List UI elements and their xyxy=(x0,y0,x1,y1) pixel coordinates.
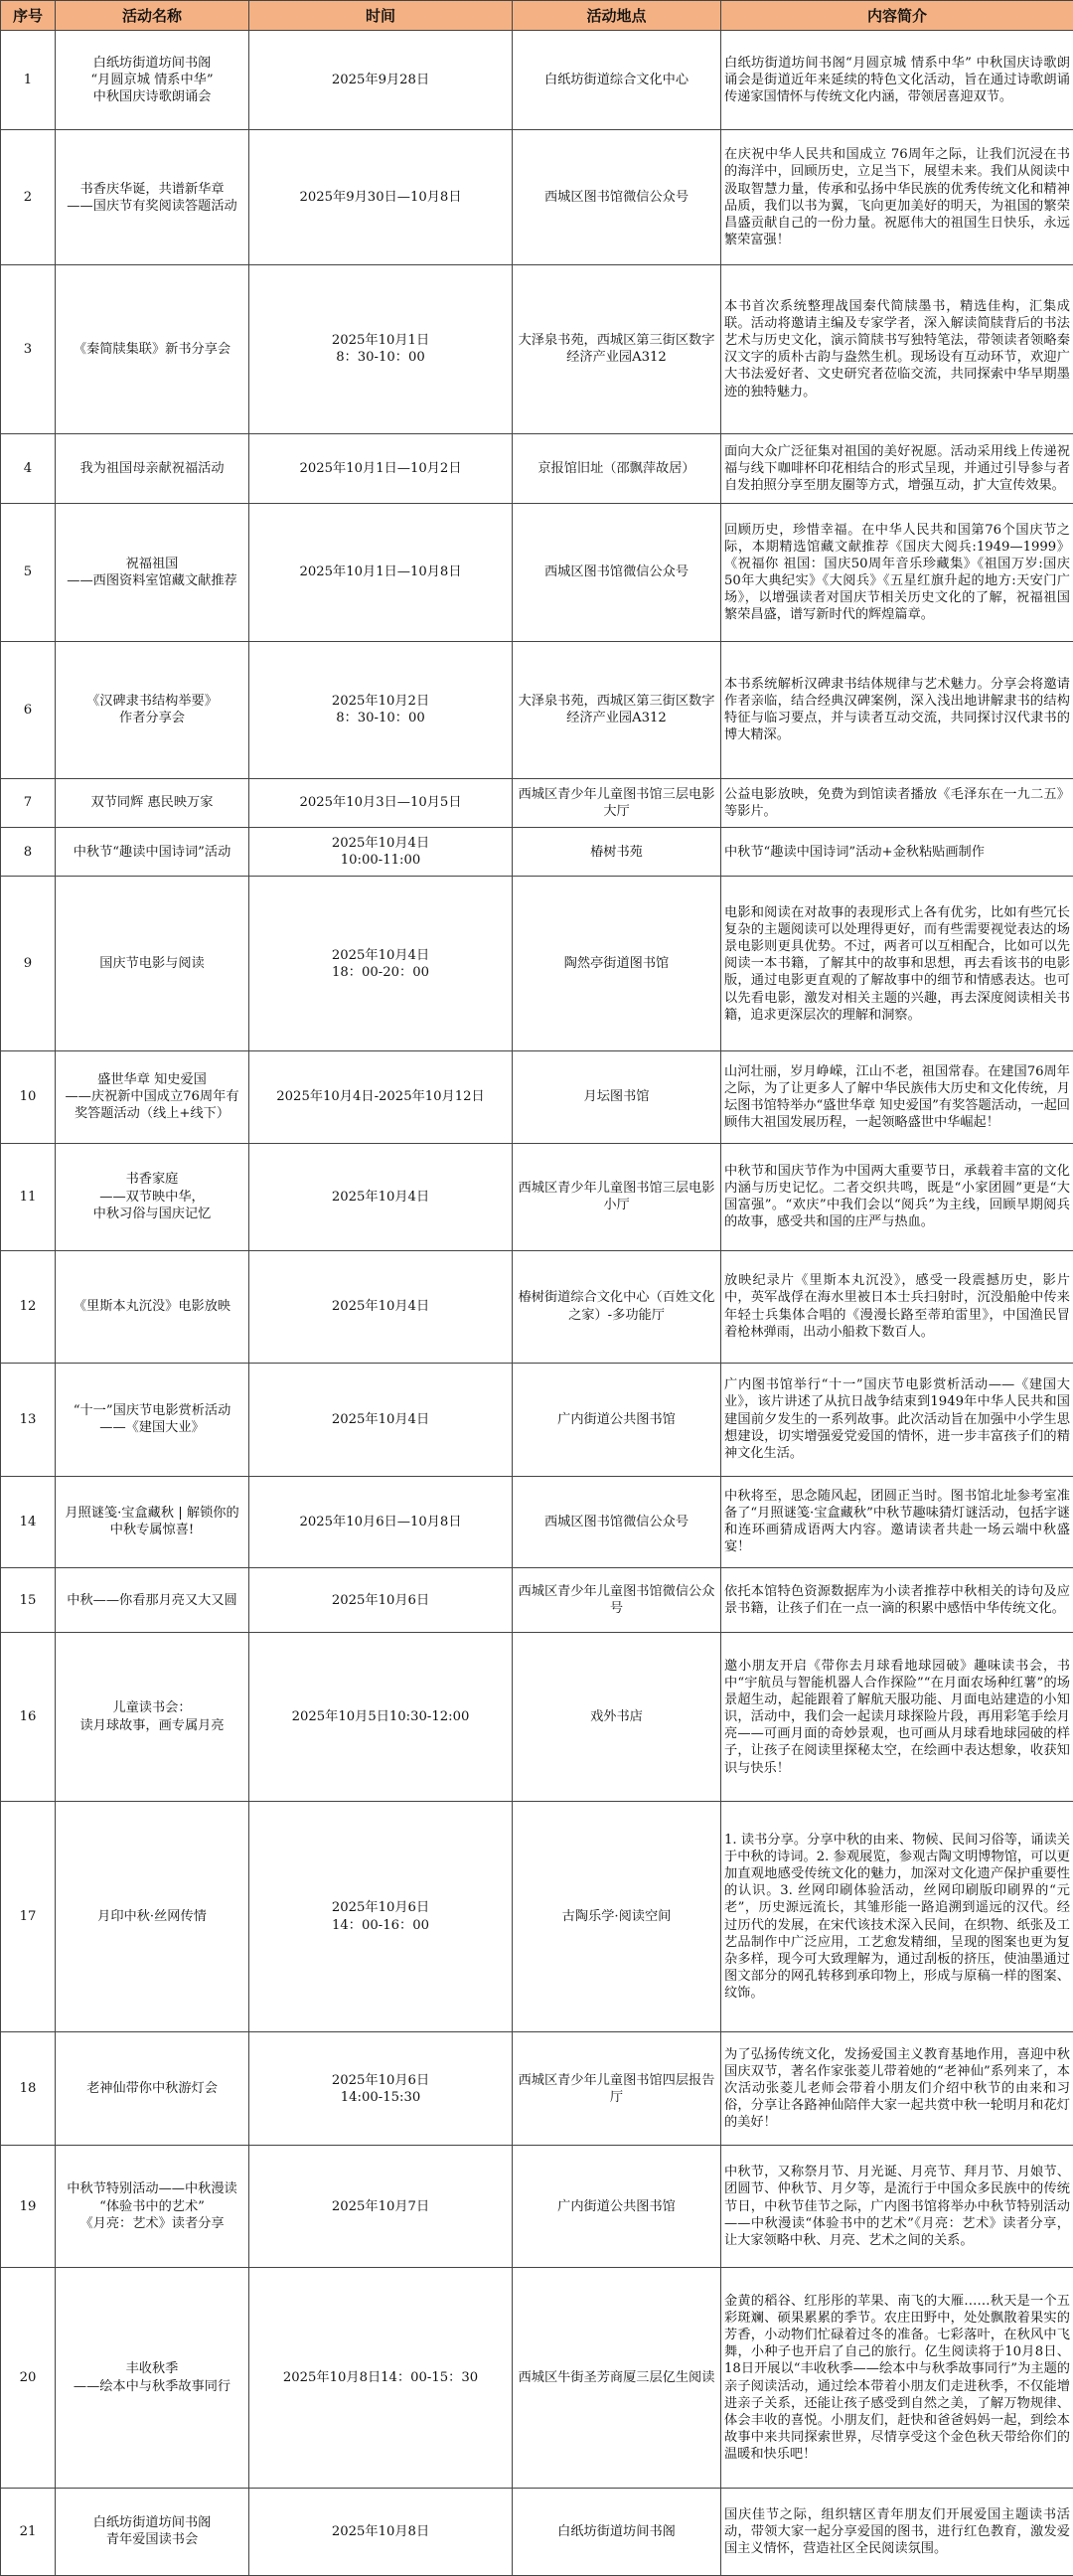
activity-name-line: 书香庆华诞，共谱新华章 xyxy=(79,181,225,197)
activity-name-line: 青年爱国读书会 xyxy=(105,2532,199,2548)
activity-location: 广内街道公共图书馆 xyxy=(513,2146,721,2268)
row-number: 20 xyxy=(1,2268,56,2489)
activity-time-line: 18：00-20：00 xyxy=(332,964,429,980)
activity-name xyxy=(56,1143,249,1250)
row-number: 7 xyxy=(1,778,56,827)
activity-location: 白纸坊街道综合文化中心 xyxy=(513,31,721,130)
activity-name xyxy=(56,2146,249,2268)
activity-description: 白纸坊街道坊间书阁“月圆京城 情系中华” 中秋国庆诗歌朗诵会是街道近年来延续的特色文化活动，旨在通过诗歌朗诵传递家国情怀与传统文化内涵，带领居喜迎双节。 xyxy=(721,31,1073,130)
activity-name xyxy=(56,2032,249,2146)
activity-time-line: 2025年10月1日—10月2日 xyxy=(299,460,462,476)
activity-description: 公益电影放映，免费为到馆读者播放《毛泽东在一九二五》等影片。 xyxy=(721,778,1073,827)
activity-name-line: 作者分享会 xyxy=(119,711,185,726)
activity-time-line: 2025年10月4日 xyxy=(331,1411,430,1427)
activity-location: 京报馆旧址（邵飘萍故居） xyxy=(513,433,721,504)
activity-name-line: 我为祖国母亲献祝福活动 xyxy=(79,460,225,476)
activity-time xyxy=(249,130,513,265)
row-number: 19 xyxy=(1,2146,56,2268)
activity-name-line: 《月亮：艺术》读者分享 xyxy=(79,2215,225,2231)
table-row xyxy=(1,641,1073,778)
activity-location: 古陶乐学·阅读空间 xyxy=(513,1801,721,2031)
activity-name xyxy=(56,877,249,1051)
activity-description: 金黄的稻谷、红彤彤的苹果、南飞的大雁……秋天是一个五彩斑斓、硕果累累的季节。农庄田野中，处处飘散着果实的芳香，小动物们忙碌着过冬的准备。七彩落叶，在秋风中飞舞，小种子也开启了自己的旅行。亿生阅读将于10月8日、18日开展以“丰收秋季——绘本中与秋季故事同行”为主题的亲子阅读活动，通过绘本带着小朋友们走进秋季，不仅能增进亲子关系，还能让孩子感受到自然之美，了解万物规律、体会丰收的喜悦。小朋友们，赶快和爸爸妈妈一起，到绘本故事中来共同探索世界，尽情享受这个金色秋天带给你们的温暖和快乐吧！ xyxy=(721,2268,1073,2489)
activity-time-line: 2025年10月4日 xyxy=(331,1299,430,1315)
row-number: 6 xyxy=(1,641,56,778)
table-row xyxy=(1,2488,1073,2575)
header-location: 活动地点 xyxy=(513,1,721,31)
activity-description: 放映纪录片《里斯本丸沉没》，感受一段震撼历史，影片中，英军战俘在海水里被日本士兵扫射时，沉没船舱中传来年轻士兵集体合唱的《漫漫长路至蒂珀雷里》，中国渔民冒着枪林弹雨，出动小船救下数百人。 xyxy=(721,1250,1073,1363)
activity-location: 椿树街道综合文化中心（百姓文化之家）-多功能厅 xyxy=(513,1250,721,1363)
activity-name xyxy=(56,264,249,433)
activity-location: 广内街道公共图书馆 xyxy=(513,1363,721,1476)
activity-name-line: 《汉碑隶书结构举要》 xyxy=(86,693,218,709)
header-desc: 内容简介 xyxy=(721,1,1073,31)
header-time: 时间 xyxy=(249,1,513,31)
activity-description: 在庆祝中华人民共和国成立 76周年之际，让我们沉浸在书的海洋中，回顾历史，立足当下，展望未来。我们从阅读中汲取智慧力量，传承和弘扬中华民族的优秀传统文化和精神品质，我们以书为翼，飞向更加美好的明天，为祖国的繁荣昌盛贡献自己的一份力量。祝愿伟大的祖国生日快乐，永远繁荣富强！ xyxy=(721,130,1073,265)
activity-time-line: 2025年10月1日—10月8日 xyxy=(299,564,462,580)
activity-location: 戏外书店 xyxy=(513,1633,721,1802)
activity-time-line: 8：30-10：00 xyxy=(336,711,425,726)
activity-description: 中秋节和国庆节作为中国两大重要节日，承载着丰富的文化内涵与历史记忆。二者交织共鸣，既是“小家团圆”更是“大国富强”。“欢庆”中我们会以“阅兵”为主线，回顾早期阅兵的故事，感受共和国的庄严与热血。 xyxy=(721,1143,1073,1250)
activity-name-line: 中秋节特别活动——中秋漫读 xyxy=(67,2181,237,2197)
activity-time xyxy=(249,1801,513,2031)
activity-name xyxy=(56,778,249,827)
table-row xyxy=(1,2146,1073,2268)
table-row xyxy=(1,1143,1073,1250)
activity-name xyxy=(56,504,249,641)
activity-name-line: 白纸坊街道坊间书阁 xyxy=(92,55,212,71)
activity-time-line: 2025年10月6日—10月8日 xyxy=(299,1514,462,1530)
activity-description: 国庆佳节之际，组织辖区青年朋友们开展爱国主题读书活动，带领大家一起分享爱国的图书，进行红色教育，激发爱国主义情怀，营造社区全民阅读氛围。 xyxy=(721,2488,1073,2575)
activity-name-line: 中秋习俗与国庆记忆 xyxy=(92,1206,212,1221)
table-row xyxy=(1,1568,1073,1633)
activity-location: 大泽泉书苑，西城区第三街区数字经济产业园A312 xyxy=(513,641,721,778)
activity-time-line: 10:00-11:00 xyxy=(340,853,421,869)
activity-description: 中秋将至，思念随风起，团圆正当时。图书馆北址参考室准备了“月照谜笺·宝盒藏秋”中秋节趣味猜灯谜活动，包括字谜和连环画猜成语两大内容。邀请读者共赴一场云端中秋盛宴！ xyxy=(721,1476,1073,1567)
row-number: 18 xyxy=(1,2032,56,2146)
activity-time xyxy=(249,828,513,877)
activity-time-line: 2025年10月6日 xyxy=(331,2072,430,2088)
activity-time xyxy=(249,264,513,433)
table-row xyxy=(1,2268,1073,2489)
table-row xyxy=(1,1633,1073,1802)
activity-name xyxy=(56,1568,249,1633)
activity-description: 中秋节，又称祭月节、月光诞、月亮节、拜月节、月娘节、团圆节、仲秋节、月夕等，是流行于中国众多民族中的传统节日，中秋节佳节之际，广内图书馆将举办中秋节特别活动——中秋漫读“体验书中的艺术”《月亮：艺术》读者分享，让大家领略中秋、月亮、艺术之间的关系。 xyxy=(721,2146,1073,2268)
activity-time xyxy=(249,2146,513,2268)
activity-time-line: 2025年10月6日 xyxy=(331,1592,430,1608)
activity-time xyxy=(249,1633,513,1802)
activity-name-line: 双节同辉 惠民映万家 xyxy=(90,795,214,811)
activity-description: 回顾历史，珍惜幸福。在中华人民共和国第76个国庆节之际，本期精选馆藏文献推荐《国庆大阅兵:1949—1999》《祝福你 祖国：国庆50周年音乐珍藏集》《祖国万岁:国庆50年大典纪实》《大阅兵》《五星红旗升起的地方:天安门广场》，以增强读者对国庆节相关历史文化的了解，祝福祖国繁荣昌盛，谱写新时代的辉煌篇章。 xyxy=(721,504,1073,641)
row-number: 21 xyxy=(1,2488,56,2575)
activity-description: 面向大众广泛征集对祖国的美好祝愿。活动采用线上传递祝福与线下咖啡杯印花相结合的形式呈现，并通过引导参与者自发拍照分享至朋友圈等方式，增强互动，扩大宣传效果。 xyxy=(721,433,1073,504)
activity-time xyxy=(249,877,513,1051)
activity-time-line: 2025年10月4日 xyxy=(331,1189,430,1205)
table-row xyxy=(1,1801,1073,2031)
activity-location: 西城区青少年儿童图书馆三层电影小厅 xyxy=(513,1143,721,1250)
activity-time xyxy=(249,1250,513,1363)
activity-location: 西城区青少年儿童图书馆四层报告厅 xyxy=(513,2032,721,2146)
table-row xyxy=(1,504,1073,641)
table-row xyxy=(1,433,1073,504)
activity-time xyxy=(249,641,513,778)
activity-name-line: 老神仙带你中秋游灯会 xyxy=(86,2081,218,2097)
activity-description: 电影和阅读在对故事的表现形式上各有优劣，比如有些冗长复杂的主题阅读可以处理得更好，而有些需要视觉表达的场景电影则更具优势。不过，两者可以互相配合，比如可以先阅读一本书籍，了解其中的故事和思想，再去看该书的电影版，通过电影更直观的了解故事中的细节和情感表达。也可以先看电影，激发对相关主题的兴趣，再去深度阅读相关书籍，追求更深层次的理解和洞察。 xyxy=(721,877,1073,1051)
activity-time-line: 2025年10月6日 xyxy=(331,1900,430,1916)
header-row xyxy=(1,1,1073,31)
row-number: 16 xyxy=(1,1633,56,1802)
activity-name xyxy=(56,1633,249,1802)
row-number: 11 xyxy=(1,1143,56,1250)
activity-description: 1. 读书分享。分享中秋的由来、物候、民间习俗等，诵读关于中秋的诗词。2. 参观展览，参观古陶文明博物馆，可以更加直观地感受传统文化的魅力，加深对文化遗产保护重要性的认识。3. 丝网印刷体验活动，丝网印刷版印刷界的“元老”，历史源远流长，其雏形能一路追溯到遥远的汉代。经过历代的发展，在宋代该技术深入民间，在织物、纸张及工艺品制作中广泛应用，工艺愈发精细，呈现的图案也更为复杂多样，现今可大致理解为，通过刮板的挤压，使油墨通过图文部分的网孔转移到承印物上，形成与原稿一样的图案、纹饰。 xyxy=(721,1801,1073,2031)
activity-name-line: ——《建国大业》 xyxy=(99,1420,205,1436)
activity-description: 本书首次系统整理战国秦代简牍墨书，精选佳构，汇集成联。活动将邀请主编及专家学者，深入解读简牍背后的书法艺术与历史文化，演示简牍书写独特笔法，带领读者领略秦汉文字的质朴古韵与盎然生机。现场设有互动环节，欢迎广大书法爱好者、文史研究者莅临交流，共同探索中华早期墨迹的独特魅力。 xyxy=(721,264,1073,433)
row-number: 9 xyxy=(1,877,56,1051)
activity-time-line: 2025年10月8日14：00-15：30 xyxy=(282,2370,479,2386)
row-number: 3 xyxy=(1,264,56,433)
activity-time-line: 2025年10月7日 xyxy=(331,2198,430,2214)
activity-name-line: 盛世华章 知史爱国 xyxy=(97,1072,207,1088)
table-row xyxy=(1,130,1073,265)
activity-location: 白纸坊街道坊间书阁 xyxy=(513,2488,721,2575)
activity-time xyxy=(249,433,513,504)
table-row xyxy=(1,1363,1073,1476)
activity-name-line: 中秋——你看那月亮又大又圆 xyxy=(67,1592,237,1608)
activity-name-line: 中秋节“趣读中国诗词”活动 xyxy=(73,844,231,860)
activity-time-line: 2025年10月8日 xyxy=(331,2523,430,2539)
row-number: 14 xyxy=(1,1476,56,1567)
activity-location: 西城区图书馆微信公众号 xyxy=(513,504,721,641)
activity-description: 邀小朋友开启《带你去月球看地球园破》趣味读书会，书中“宇航员与智能机器人合作探险”“在月面农场种红薯”的场景超生动，起能跟着了解航天服功能、月面电站建造的小知识，活动中，我们会一起读月球探险片段，再用彩笔手绘月亮——可画月面的奇妙景观，也可画从月球看地球园破的样子，让孩子在阅读里探秘太空，在绘画中表达想象，收获知识与快乐！ xyxy=(721,1633,1073,1802)
activity-location: 西城区青少年儿童图书馆三层电影大厅 xyxy=(513,778,721,827)
activity-name-line: 丰收秋季 xyxy=(125,2361,179,2377)
activity-location: 西城区图书馆微信公众号 xyxy=(513,130,721,265)
activity-name-line: 《秦简牍集联》新书分享会 xyxy=(73,341,231,357)
table-row xyxy=(1,877,1073,1051)
activity-name xyxy=(56,828,249,877)
activity-time xyxy=(249,1568,513,1633)
activity-location: 大泽泉书苑，西城区第三街区数字经济产业园A312 xyxy=(513,264,721,433)
activity-name xyxy=(56,1363,249,1476)
activity-time xyxy=(249,2268,513,2489)
activity-name-line: ——绘本中与秋季故事同行 xyxy=(73,2378,231,2394)
activity-name-line: 祝福祖国 xyxy=(125,556,179,571)
activity-location: 西城区图书馆微信公众号 xyxy=(513,1476,721,1567)
activity-name xyxy=(56,1051,249,1143)
table-row xyxy=(1,31,1073,130)
row-number: 12 xyxy=(1,1250,56,1363)
activity-name xyxy=(56,1801,249,2031)
table-row xyxy=(1,2032,1073,2146)
activity-name xyxy=(56,1250,249,1363)
activity-name-line: ——双节映中华， xyxy=(99,1189,205,1205)
header-name: 活动名称 xyxy=(56,1,249,31)
activity-name-line: 中秋国庆诗歌朗诵会 xyxy=(92,89,212,105)
activity-time xyxy=(249,778,513,827)
activity-time-line: 2025年10月3日—10月5日 xyxy=(299,795,462,811)
activity-location: 椿树书苑 xyxy=(513,828,721,877)
table-row xyxy=(1,778,1073,827)
activity-description: 本书系统解析汉碑隶书结体规律与艺术魅力。分享会将邀请作者亲临，结合经典汉碑案例，深入浅出地讲解隶书的结构特征与临习要点，并与读者互动交流，共同探讨汉代隶书的博大精深。 xyxy=(721,641,1073,778)
activity-description: 为了弘扬传统文化，发扬爱国主义教育基地作用，喜迎中秋国庆双节，著名作家张菱儿带着她的“老神仙”系列来了，本次活动张菱儿老师会带着小朋友们介绍中秋节的由来和习俗，分享让各路神仙陪伴大家一起共赏中秋一轮明月和花灯的美好！ xyxy=(721,2032,1073,2146)
table-row xyxy=(1,264,1073,433)
activity-name-line: 月照谜笺·宝盒藏秋 | 解锁你的中秋专属惊喜! xyxy=(65,1506,239,1538)
activity-time-line: 14：00-16：00 xyxy=(332,1917,429,1933)
row-number: 4 xyxy=(1,433,56,504)
activity-name-line: ——国庆节有奖阅读答题活动 xyxy=(67,198,237,214)
activity-time xyxy=(249,1476,513,1567)
activity-time xyxy=(249,1051,513,1143)
activity-name-line: 《里斯本丸沉没》电影放映 xyxy=(73,1299,231,1315)
activity-name-line: 书香家庭 xyxy=(125,1172,179,1188)
row-number: 10 xyxy=(1,1051,56,1143)
activity-description: 广内图书馆举行“十一”国庆节电影赏析活动——《建国大业》，该片讲述了从抗日战争结束到1949年中华人民共和国建国前夕发生的一系列故事。此次活动旨在加强中小学生思想建设，切实增强爱党爱国的情怀，进一步丰富孩子们的精神文化生活。 xyxy=(721,1363,1073,1476)
activity-time-line: 14:00-15:30 xyxy=(340,2089,421,2105)
activity-time-line: 2025年10月1日 xyxy=(331,333,430,349)
activity-time-line: 2025年10月5日10:30-12:00 xyxy=(291,1709,470,1725)
activity-time xyxy=(249,1363,513,1476)
activity-description: 依托本馆特色资源数据库为小读者推荐中秋相关的诗句及应景书籍，让孩子们在一点一滴的积累中感悟中华传统文化。 xyxy=(721,1568,1073,1633)
activity-name xyxy=(56,31,249,130)
row-number: 5 xyxy=(1,504,56,641)
activity-time-line: 2025年10月4日-2025年10月12日 xyxy=(276,1089,485,1105)
activity-time-line: 2025年9月28日 xyxy=(331,73,430,88)
activity-time-line: 2025年10月4日 xyxy=(331,947,430,963)
row-number: 17 xyxy=(1,1801,56,2031)
row-number: 8 xyxy=(1,828,56,877)
activity-location: 西城区青少年儿童图书馆微信公众号 xyxy=(513,1568,721,1633)
activity-location: 月坛图书馆 xyxy=(513,1051,721,1143)
activity-name xyxy=(56,2488,249,2575)
activity-time-line: 2025年9月30日—10月8日 xyxy=(299,190,462,206)
activity-name-line: 儿童读书会： xyxy=(112,1700,192,1716)
activity-time xyxy=(249,31,513,130)
activity-name-line: 国庆节电影与阅读 xyxy=(99,956,205,972)
header-no: 序号 xyxy=(1,1,56,31)
activity-time xyxy=(249,504,513,641)
activity-time xyxy=(249,2488,513,2575)
activity-name xyxy=(56,2268,249,2489)
activity-name-line: ——西图资料室馆藏文献推荐 xyxy=(67,572,237,588)
activity-name-line: “月圆京城 情系中华” xyxy=(90,73,214,88)
activity-description: 中秋节“趣读中国诗词”活动+金秋粘贴画制作 xyxy=(721,828,1073,877)
activity-time-line: 2025年10月4日 xyxy=(331,836,430,852)
row-number: 13 xyxy=(1,1363,56,1476)
activity-name-line: 白纸坊街道坊间书阁 xyxy=(92,2515,212,2531)
table-body xyxy=(1,31,1073,2576)
activity-name xyxy=(56,1476,249,1567)
activity-name-line: ——庆祝新中国成立76周年有奖答题活动（线上+线下） xyxy=(65,1089,239,1122)
activity-name xyxy=(56,130,249,265)
table-row xyxy=(1,1476,1073,1567)
table-row xyxy=(1,1250,1073,1363)
activity-name-line: “十一”国庆节电影赏析活动 xyxy=(73,1402,231,1418)
activity-name-line: 月印中秋·丝网传情 xyxy=(97,1908,207,1924)
activity-name xyxy=(56,641,249,778)
activity-location: 西城区牛街圣芳商厦三层亿生阅读 xyxy=(513,2268,721,2489)
activity-description: 山河壮丽，岁月峥嵘，江山不老，祖国常春。在建国76周年之际，为了让更多人了解中华民族伟大历史和文化传统，月坛图书馆特举办“盛世华章 知史爱国”有奖答题活动，一起回顾伟大祖国发展历程，一起领略盛世中华崛起！ xyxy=(721,1051,1073,1143)
activity-location: 陶然亭街道图书馆 xyxy=(513,877,721,1051)
activity-time-line: 2025年10月2日 xyxy=(331,693,430,709)
activity-time-line: 8：30-10：00 xyxy=(336,350,425,366)
activity-time xyxy=(249,1143,513,1250)
activity-time xyxy=(249,2032,513,2146)
activity-name-line: 读月球故事，画专属月亮 xyxy=(79,1717,225,1733)
row-number: 15 xyxy=(1,1568,56,1633)
activity-name xyxy=(56,433,249,504)
table-row xyxy=(1,828,1073,877)
activity-name-line: “体验书中的艺术” xyxy=(99,2198,205,2214)
table-row xyxy=(1,1051,1073,1143)
row-number: 2 xyxy=(1,130,56,265)
row-number: 1 xyxy=(1,31,56,130)
